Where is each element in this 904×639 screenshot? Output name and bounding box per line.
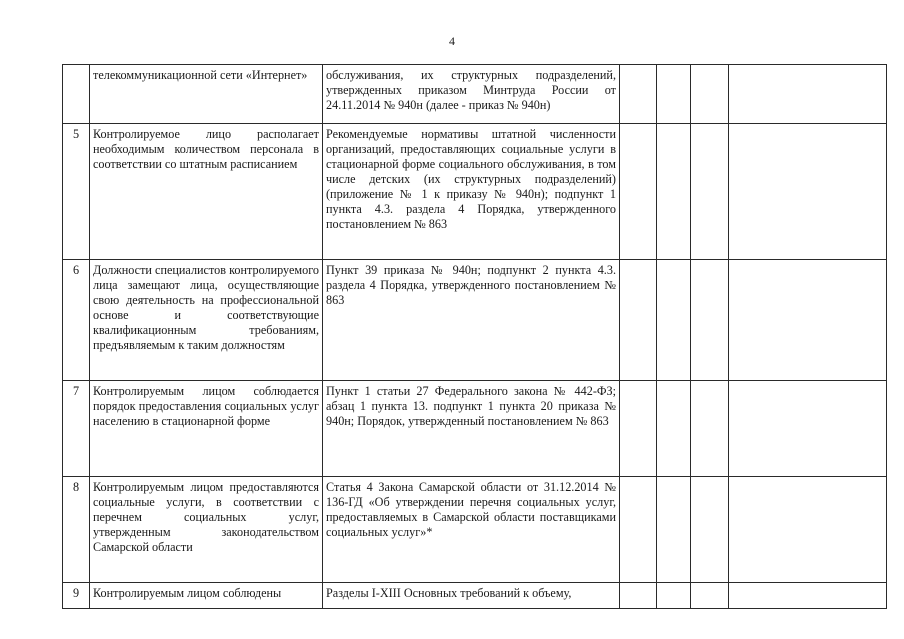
answer-na-cell[interactable] — [691, 260, 729, 381]
legal-reference: Рекомендуемые нормативы штатной численности организаций, предоставляющих социальные услуги в стационарной форме социального обслуживания, в том числе детских (их структурных подразделений) (приложение № 1 к приказу № 940н); подпункт 1 пункта 4.3. раздела 4 Порядка, утвержденного постановлением № 863 — [323, 124, 620, 260]
table-row — [63, 583, 887, 609]
legal-reference: обслуживания, их структурных подразделений, утвержденных приказом Минтруда России от 24.11.2014 № 940н (далее - приказ № 940н) — [323, 65, 620, 124]
answer-no-cell[interactable] — [657, 477, 691, 583]
answer-na-cell[interactable] — [691, 381, 729, 477]
note-cell[interactable] — [729, 260, 887, 381]
row-number — [63, 65, 90, 124]
legal-reference: Статья 4 Закона Самарской области от 31.12.2014 № 136-ГД «Об утверждении перечня социальных услуг, предоставляемых в Самарской области поставщиками социальных услуг»* — [323, 477, 620, 583]
legal-reference: Разделы I-XIII Основных требований к объему, — [323, 583, 620, 609]
requirement-text: телекоммуникационной сети «Интернет» — [90, 65, 323, 124]
requirement-text: Контролируемым лицом соблюдается порядок предоставления социальных услуг населению в стационарной форме — [90, 381, 323, 477]
answer-na-cell[interactable] — [691, 65, 729, 124]
answer-no-cell[interactable] — [657, 65, 691, 124]
requirement-text: Контролируемым лицом соблюдены — [90, 583, 323, 609]
answer-yes-cell[interactable] — [620, 65, 657, 124]
note-cell[interactable] — [729, 65, 887, 124]
legal-reference: Пункт 39 приказа № 940н; подпункт 2 пункта 4.3. раздела 4 Порядка, утвержденного постановлением № 863 — [323, 260, 620, 381]
answer-yes-cell[interactable] — [620, 477, 657, 583]
answer-no-cell[interactable] — [657, 583, 691, 609]
answer-yes-cell[interactable] — [620, 124, 657, 260]
answer-no-cell[interactable] — [657, 381, 691, 477]
inspection-checklist-table — [62, 64, 887, 609]
answer-na-cell[interactable] — [691, 477, 729, 583]
row-number: 6 — [63, 260, 90, 381]
table-row — [63, 65, 887, 124]
note-cell[interactable] — [729, 477, 887, 583]
note-cell[interactable] — [729, 124, 887, 260]
row-number: 5 — [63, 124, 90, 260]
answer-no-cell[interactable] — [657, 260, 691, 381]
note-cell[interactable] — [729, 381, 887, 477]
requirement-text: Контролируемым лицом предоставляются социальные услуги, в соответствии с перечнем социальных услуг, утвержденным законодательством Самарской области — [90, 477, 323, 583]
table-row — [63, 124, 887, 260]
row-number: 9 — [63, 583, 90, 609]
answer-na-cell[interactable] — [691, 583, 729, 609]
row-number: 8 — [63, 477, 90, 583]
table-row — [63, 260, 887, 381]
page-number: 4 — [449, 34, 455, 48]
requirement-text: Контролируемое лицо располагает необходимым количеством персонала в соответствии со штатным расписанием — [90, 124, 323, 260]
requirement-text: Должности специалистов контролируемого лица замещают лица, осуществляющие свою деятельность на профессиональной основе и соответствующие квалификационным требованиям, предъявляемым к таким должностям — [90, 260, 323, 381]
answer-yes-cell[interactable] — [620, 381, 657, 477]
note-cell[interactable] — [729, 583, 887, 609]
table-row — [63, 381, 887, 477]
answer-yes-cell[interactable] — [620, 260, 657, 381]
answer-na-cell[interactable] — [691, 124, 729, 260]
answer-no-cell[interactable] — [657, 124, 691, 260]
table-row — [63, 477, 887, 583]
answer-yes-cell[interactable] — [620, 583, 657, 609]
row-number: 7 — [63, 381, 90, 477]
legal-reference: Пункт 1 статьи 27 Федерального закона № 442-ФЗ; абзац 1 пункта 13. подпункт 1 пункта 20 приказа № 940н; Порядок, утвержденный постановлением № 863 — [323, 381, 620, 477]
